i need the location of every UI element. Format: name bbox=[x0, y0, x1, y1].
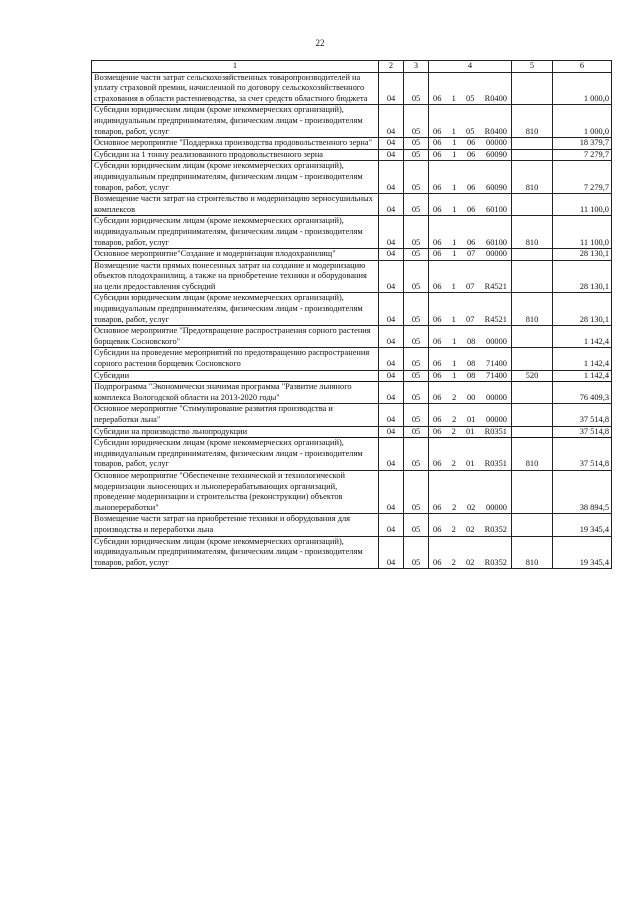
subprogram-code: 1 bbox=[452, 204, 457, 214]
target-article-code bbox=[429, 249, 512, 261]
target-article-code bbox=[429, 194, 512, 216]
expense-type-code: 810 bbox=[512, 293, 553, 326]
target-article-code bbox=[429, 105, 512, 138]
target-article-code bbox=[429, 470, 512, 513]
section-code: 04 bbox=[379, 536, 404, 569]
subsection-code: 05 bbox=[404, 149, 429, 161]
subsection-code: 05 bbox=[404, 370, 429, 382]
program-code: 06 bbox=[433, 126, 442, 136]
expense-type-code bbox=[512, 149, 553, 161]
row-description: Возмещение части затрат на приобретение техники и оборудования для производства и переработки льна bbox=[92, 514, 379, 536]
section-code: 04 bbox=[379, 293, 404, 326]
measure-code: 02 bbox=[466, 557, 475, 567]
subsection-code: 05 bbox=[404, 438, 429, 471]
target-article-code bbox=[429, 370, 512, 382]
target-article-code bbox=[429, 72, 512, 105]
amount: 1 142,4 bbox=[553, 326, 612, 348]
expense-type-code bbox=[512, 138, 553, 150]
expense-type-code bbox=[512, 348, 553, 370]
amount: 1 000,0 bbox=[553, 72, 612, 105]
section-code: 04 bbox=[379, 348, 404, 370]
target-article-code bbox=[429, 326, 512, 348]
section-code: 04 bbox=[379, 438, 404, 471]
program-code: 06 bbox=[433, 359, 442, 369]
subsection-code: 05 bbox=[404, 161, 429, 194]
subprogram-code: 2 bbox=[451, 426, 456, 436]
program-code: 06 bbox=[433, 502, 442, 512]
measure-code: 07 bbox=[466, 314, 475, 324]
subsection-code: 05 bbox=[404, 404, 429, 426]
table-row bbox=[92, 326, 612, 348]
subsection-code: 05 bbox=[404, 293, 429, 326]
measure-code: 02 bbox=[466, 502, 476, 512]
subsection-code: 05 bbox=[404, 216, 429, 249]
expense-type-code bbox=[512, 72, 553, 105]
section-code: 04 bbox=[379, 470, 404, 513]
amount: 28 130,1 bbox=[553, 293, 612, 326]
program-code: 06 bbox=[433, 459, 442, 469]
row-description: Субсидии на производство льнопродукции bbox=[92, 426, 379, 438]
direction-code: R0352 bbox=[484, 557, 507, 567]
subprogram-code: 1 bbox=[452, 249, 457, 259]
subprogram-code: 1 bbox=[452, 237, 457, 247]
subsection-code: 05 bbox=[404, 348, 429, 370]
direction-code: R0351 bbox=[484, 426, 507, 436]
section-code: 04 bbox=[379, 216, 404, 249]
measure-code: 00 bbox=[466, 392, 476, 402]
expense-type-code: 810 bbox=[512, 105, 553, 138]
subsection-code: 05 bbox=[404, 326, 429, 348]
program-code: 06 bbox=[433, 138, 442, 148]
target-article-code bbox=[429, 382, 512, 404]
section-code: 04 bbox=[379, 72, 404, 105]
direction-code: R4521 bbox=[484, 314, 507, 324]
amount: 11 100,0 bbox=[553, 216, 612, 249]
program-code: 06 bbox=[433, 237, 442, 247]
measure-code: 02 bbox=[466, 524, 475, 534]
expense-type-code bbox=[512, 382, 553, 404]
table-row bbox=[92, 216, 612, 249]
expense-type-code bbox=[512, 404, 553, 426]
subprogram-code: 1 bbox=[451, 314, 456, 324]
program-code: 06 bbox=[433, 370, 442, 380]
subprogram-code: 1 bbox=[452, 370, 457, 380]
program-code: 06 bbox=[433, 281, 442, 291]
measure-code: 06 bbox=[466, 182, 476, 192]
target-article-code bbox=[429, 438, 512, 471]
table-row bbox=[92, 72, 612, 105]
target-article-code bbox=[429, 426, 512, 438]
column-header: 5 bbox=[512, 61, 553, 73]
program-code: 06 bbox=[433, 336, 442, 346]
expense-type-code bbox=[512, 194, 553, 216]
direction-code: 00000 bbox=[486, 336, 507, 346]
amount: 18 379,7 bbox=[553, 138, 612, 150]
amount: 11 100,0 bbox=[553, 194, 612, 216]
subprogram-code: 1 bbox=[451, 93, 456, 103]
row-description: Субсидии юридическим лицам (кроме некоммерческих организаций), индивидуальным предпринимателям, физическим лицам - производителям товаров, работ, услуг bbox=[92, 105, 379, 138]
amount: 28 130,1 bbox=[553, 249, 612, 261]
subprogram-code: 2 bbox=[452, 502, 457, 512]
subsection-code: 05 bbox=[404, 249, 429, 261]
table-row bbox=[92, 161, 612, 194]
direction-code: 60100 bbox=[486, 204, 507, 214]
section-code: 04 bbox=[379, 326, 404, 348]
direction-code: R4521 bbox=[484, 281, 507, 291]
row-description: Субсидии юридическим лицам (кроме некоммерческих организаций), индивидуальным предпринимателям, физическим лицам - производителям товаров, работ, услуг bbox=[92, 536, 379, 569]
direction-code: R0351 bbox=[484, 459, 507, 469]
measure-code: 08 bbox=[466, 359, 476, 369]
expense-type-code: 520 bbox=[512, 370, 553, 382]
direction-code: 60100 bbox=[486, 237, 507, 247]
budget-table bbox=[91, 60, 612, 569]
column-number-row bbox=[92, 61, 612, 73]
direction-code: 71400 bbox=[486, 370, 507, 380]
amount: 7 279,7 bbox=[553, 149, 612, 161]
section-code: 04 bbox=[379, 105, 404, 138]
amount: 19 345,4 bbox=[553, 514, 612, 536]
row-description: Основное мероприятие "Предотвращение распространения сорного растения борщевик Сосновского" bbox=[92, 326, 379, 348]
table-row bbox=[92, 514, 612, 536]
row-description: Субсидии юридическим лицам (кроме некоммерческих организаций), индивидуальным предпринимателям, физическим лицам - производителям товаров, работ, услуг bbox=[92, 216, 379, 249]
expense-type-code: 810 bbox=[512, 438, 553, 471]
column-header: 1 bbox=[92, 61, 379, 73]
direction-code: 60090 bbox=[486, 149, 507, 159]
target-article-code bbox=[429, 536, 512, 569]
amount: 37 514,8 bbox=[553, 438, 612, 471]
section-code: 04 bbox=[379, 260, 404, 293]
direction-code: 00000 bbox=[486, 249, 507, 259]
table-row bbox=[92, 470, 612, 513]
section-code: 04 bbox=[379, 404, 404, 426]
section-code: 04 bbox=[379, 426, 404, 438]
measure-code: 01 bbox=[466, 415, 476, 424]
table-row bbox=[92, 438, 612, 471]
direction-code: 00000 bbox=[486, 138, 507, 148]
direction-code: 00000 bbox=[486, 502, 507, 512]
row-description: Субсидии на проведение мероприятий по предотвращению распространения сорного растения борщевик Сосновского bbox=[92, 348, 379, 370]
amount: 7 279,7 bbox=[553, 161, 612, 194]
subsection-code: 05 bbox=[404, 260, 429, 293]
subprogram-code: 1 bbox=[452, 149, 457, 159]
subsection-code: 05 bbox=[404, 514, 429, 536]
program-code: 06 bbox=[433, 93, 442, 103]
row-description: Основное мероприятие "Стимулирование развития производства и переработки льна" bbox=[92, 404, 379, 426]
subprogram-code: 1 bbox=[452, 182, 457, 192]
amount: 1 142,4 bbox=[553, 348, 612, 370]
subsection-code: 05 bbox=[404, 536, 429, 569]
program-code: 06 bbox=[433, 314, 442, 324]
row-description: Возмещение части затрат сельскохозяйственных товаропроизводителей на уплату страховой премии, начисленной по договору сельскохозяйственного страхования в области растениеводства, за счет средств областного бюджета bbox=[92, 72, 379, 105]
measure-code: 08 bbox=[466, 370, 476, 380]
direction-code: 60090 bbox=[486, 182, 507, 192]
measure-code: 05 bbox=[466, 126, 475, 136]
table-row bbox=[92, 382, 612, 404]
subsection-code: 05 bbox=[404, 138, 429, 150]
table-row bbox=[92, 370, 612, 382]
row-description: Возмещение части прямых понесенных затрат на создание и модернизацию объектов плодохранилищ, а также на приобретение техники и оборудования на цели предоставления субсидий bbox=[92, 260, 379, 293]
row-description: Подпрограмма "Экономически значимая программа "Развитие льняного комплекса Вологодской области на 2013-2020 годы" bbox=[92, 382, 379, 404]
measure-code: 08 bbox=[466, 336, 476, 346]
direction-code: R0352 bbox=[484, 524, 507, 534]
expense-type-code: 810 bbox=[512, 536, 553, 569]
amount: 76 409,3 bbox=[553, 382, 612, 404]
table-row bbox=[92, 138, 612, 150]
row-description: Возмещение части затрат на строительство и модернизацию зерносушильных комплексов bbox=[92, 194, 379, 216]
target-article-code bbox=[429, 149, 512, 161]
expense-type-code bbox=[512, 426, 553, 438]
section-code: 04 bbox=[379, 138, 404, 150]
section-code: 04 bbox=[379, 249, 404, 261]
direction-code: 00000 bbox=[486, 415, 507, 424]
table-row bbox=[92, 348, 612, 370]
amount: 1 000,0 bbox=[553, 105, 612, 138]
amount: 1 142,4 bbox=[553, 370, 612, 382]
row-description: Основное мероприятие "Поддержка производства продовольственного зерна" bbox=[92, 138, 379, 150]
subprogram-code: 1 bbox=[451, 126, 456, 136]
row-description: Основное мероприятие "Обеспечение технической и технологической модернизации льносеющих и льноперерабатывающих организаций, проведение модернизации и строительства (реконструкции) объектов льнопереработки" bbox=[92, 470, 379, 513]
measure-code: 06 bbox=[466, 138, 476, 148]
table-row bbox=[92, 249, 612, 261]
table-row bbox=[92, 260, 612, 293]
column-header: 6 bbox=[553, 61, 612, 73]
expense-type-code bbox=[512, 470, 553, 513]
program-code: 06 bbox=[433, 557, 442, 567]
direction-code: 00000 bbox=[486, 392, 507, 402]
program-code: 06 bbox=[433, 392, 442, 402]
subsection-code: 05 bbox=[404, 426, 429, 438]
expense-type-code: 810 bbox=[512, 216, 553, 249]
column-header: 2 bbox=[379, 61, 404, 73]
target-article-code bbox=[429, 216, 512, 249]
subprogram-code: 2 bbox=[451, 459, 456, 469]
table-row bbox=[92, 404, 612, 426]
subprogram-code: 1 bbox=[451, 281, 456, 291]
amount: 19 345,4 bbox=[553, 536, 612, 569]
row-description: Субсидии юридическим лицам (кроме некоммерческих организаций), индивидуальным предпринимателям, физическим лицам - производителям товаров, работ, услуг bbox=[92, 438, 379, 471]
section-code: 04 bbox=[379, 161, 404, 194]
subsection-code: 05 bbox=[404, 382, 429, 404]
column-header: 3 bbox=[404, 61, 429, 73]
subprogram-code: 1 bbox=[452, 138, 457, 148]
measure-code: 01 bbox=[466, 426, 475, 436]
subsection-code: 05 bbox=[404, 72, 429, 105]
program-code: 06 bbox=[433, 524, 442, 534]
expense-type-code bbox=[512, 326, 553, 348]
program-code: 06 bbox=[433, 182, 442, 192]
amount: 37 514,8 bbox=[553, 404, 612, 426]
subsection-code: 05 bbox=[404, 194, 429, 216]
program-code: 06 bbox=[433, 249, 442, 259]
page-number: 22 bbox=[315, 38, 325, 48]
subsection-code: 05 bbox=[404, 470, 429, 513]
table-row bbox=[92, 536, 612, 569]
target-article-code bbox=[429, 514, 512, 536]
section-code: 04 bbox=[379, 382, 404, 404]
row-description: Субсидии на 1 тонну реализованного продовольственного зерна bbox=[92, 149, 379, 161]
subprogram-code: 2 bbox=[452, 415, 457, 424]
measure-code: 05 bbox=[466, 93, 475, 103]
subprogram-code: 2 bbox=[451, 557, 456, 567]
program-code: 06 bbox=[433, 426, 442, 436]
target-article-code bbox=[429, 138, 512, 150]
direction-code: R0400 bbox=[484, 126, 507, 136]
section-code: 04 bbox=[379, 149, 404, 161]
section-code: 04 bbox=[379, 194, 404, 216]
column-header: 4 bbox=[429, 61, 512, 73]
amount: 28 130,1 bbox=[553, 260, 612, 293]
measure-code: 07 bbox=[466, 281, 475, 291]
subprogram-code: 1 bbox=[452, 336, 457, 346]
target-article-code bbox=[429, 404, 512, 426]
amount: 37 514,8 bbox=[553, 426, 612, 438]
measure-code: 06 bbox=[466, 149, 476, 159]
target-article-code bbox=[429, 260, 512, 293]
measure-code: 06 bbox=[466, 237, 476, 247]
subprogram-code: 2 bbox=[451, 524, 456, 534]
table-row bbox=[92, 426, 612, 438]
subsection-code: 05 bbox=[404, 105, 429, 138]
row-description: Субсидии юридическим лицам (кроме некоммерческих организаций), индивидуальным предпринимателям, физическим лицам - производителям товаров, работ, услуг bbox=[92, 293, 379, 326]
row-description: Основное мероприятие"Создание и модернизация плодохранилищ" bbox=[92, 249, 379, 261]
table-row bbox=[92, 293, 612, 326]
measure-code: 01 bbox=[466, 459, 475, 469]
amount: 38 894,5 bbox=[553, 470, 612, 513]
program-code: 06 bbox=[433, 415, 442, 424]
program-code: 06 bbox=[433, 204, 442, 214]
expense-type-code bbox=[512, 260, 553, 293]
expense-type-code bbox=[512, 249, 553, 261]
target-article-code bbox=[429, 161, 512, 194]
expense-type-code: 810 bbox=[512, 161, 553, 194]
section-code: 04 bbox=[379, 370, 404, 382]
table-row bbox=[92, 149, 612, 161]
direction-code: 71400 bbox=[486, 359, 507, 369]
expense-type-code bbox=[512, 514, 553, 536]
row-description: Субсидии юридическим лицам (кроме некоммерческих организаций), индивидуальным предпринимателям, физическим лицам - производителям товаров, работ, услуг bbox=[92, 161, 379, 194]
measure-code: 06 bbox=[466, 204, 476, 214]
measure-code: 07 bbox=[466, 249, 476, 259]
subprogram-code: 1 bbox=[452, 359, 457, 369]
row-description: Субсидии bbox=[92, 370, 379, 382]
program-code: 06 bbox=[433, 149, 442, 159]
table-row bbox=[92, 194, 612, 216]
table-row bbox=[92, 105, 612, 138]
direction-code: R0400 bbox=[484, 93, 507, 103]
target-article-code bbox=[429, 293, 512, 326]
target-article-code bbox=[429, 348, 512, 370]
subprogram-code: 2 bbox=[452, 392, 457, 402]
section-code: 04 bbox=[379, 514, 404, 536]
